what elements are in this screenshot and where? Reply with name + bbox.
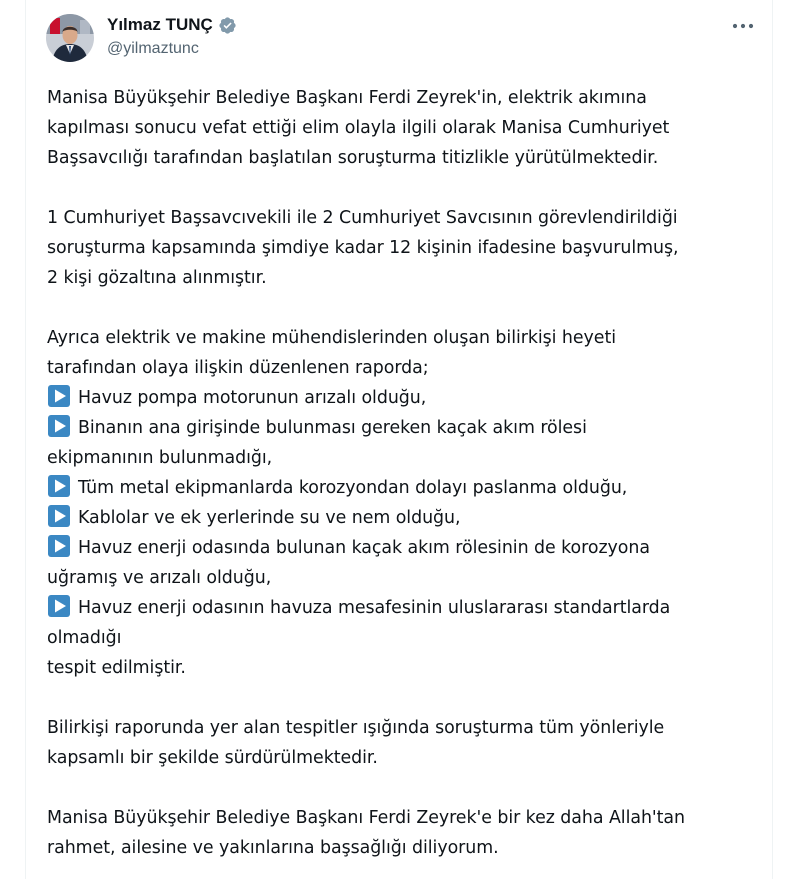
text-line: Başsavcılığı tarafından başlatılan soruşturma titizlikle yürütülmektedir. bbox=[47, 148, 659, 168]
bullet-item bbox=[47, 533, 762, 563]
play-button-emoji-icon bbox=[47, 504, 73, 528]
author-name-row bbox=[107, 14, 237, 36]
tweet-header bbox=[26, 0, 772, 80]
more-options-button[interactable] bbox=[728, 14, 758, 38]
verified-badge-icon bbox=[218, 16, 237, 35]
play-button-emoji-icon bbox=[47, 594, 73, 618]
bullet-item bbox=[47, 503, 762, 533]
more-horizontal-icon bbox=[732, 22, 754, 30]
text-line: kapsamlı bir şekilde sürdürülmektedir. bbox=[47, 748, 378, 768]
paragraph-gap bbox=[47, 683, 762, 713]
bullet-text: Havuz enerji odasında bulunan kaçak akım rölesinin de korozyona bbox=[78, 538, 650, 558]
text-line: Manisa Büyükşehir Belediye Başkanı Ferdi Zeyrek'e bir kez daha Allah'tan bbox=[47, 808, 686, 828]
play-button-emoji-icon bbox=[47, 414, 73, 438]
play-button-emoji-icon bbox=[47, 534, 73, 558]
bullet-text: Kablolar ve ek yerlerinde su ve nem olduğu, bbox=[78, 508, 461, 528]
tweet-text bbox=[47, 83, 762, 863]
bullet-text: Havuz pompa motorunun arızalı olduğu, bbox=[78, 388, 427, 408]
text-line: 2 kişi gözaltına alınmıştır. bbox=[47, 268, 267, 288]
bullet-item bbox=[47, 473, 762, 503]
text-line: Bilirkişi raporunda yer alan tespitler ışığında soruşturma tüm yönleriyle bbox=[47, 718, 665, 738]
paragraph-gap bbox=[47, 293, 762, 323]
bullet-text-continued: uğramış ve arızalı olduğu, bbox=[47, 568, 272, 588]
bullet-text-continued: ekipmanının bulunmadığı, bbox=[47, 448, 273, 468]
bullet-item bbox=[47, 593, 762, 623]
bullet-text: Binanın ana girişinde bulunması gereken kaçak akım rölesi bbox=[78, 418, 587, 438]
bullet-item bbox=[47, 413, 762, 443]
author-handle[interactable]: @yilmaztunc bbox=[107, 40, 199, 57]
bullet-text: Havuz enerji odasının havuza mesafesinin uluslararası standartlarda bbox=[78, 598, 671, 618]
text-line: tarafından olaya ilişkin düzenlenen raporda; bbox=[47, 358, 429, 378]
text-line: rahmet, ailesine ve yakınlarına başsağlığı diliyorum. bbox=[47, 838, 499, 858]
tweet-card bbox=[25, 0, 773, 879]
text-line: kapılması sonucu vefat ettiği elim olayla ilgili olarak Manisa Cumhuriyet bbox=[47, 118, 670, 138]
play-button-emoji-icon bbox=[47, 474, 73, 498]
bullet-text: Tüm metal ekipmanlarda korozyondan dolayı paslanma olduğu, bbox=[78, 478, 628, 498]
bullet-item bbox=[47, 383, 762, 413]
text-line: Ayrıca elektrik ve makine mühendislerinden oluşan bilirkişi heyeti bbox=[47, 328, 616, 348]
bullet-text-continued: olmadığı bbox=[47, 628, 122, 648]
paragraph-gap bbox=[47, 173, 762, 203]
text-line: Manisa Büyükşehir Belediye Başkanı Ferdi Zeyrek'in, elektrik akımına bbox=[47, 88, 647, 108]
author-avatar[interactable] bbox=[46, 14, 94, 62]
play-button-emoji-icon bbox=[47, 384, 73, 408]
text-line: soruşturma kapsamında şimdiye kadar 12 kişinin ifadesine başvurulmuş, bbox=[47, 238, 679, 258]
author-display-name[interactable]: Yılmaz TUNÇ bbox=[107, 15, 213, 34]
text-line: tespit edilmiştir. bbox=[47, 658, 186, 678]
paragraph-gap bbox=[47, 773, 762, 803]
text-line: 1 Cumhuriyet Başsavcıvekili ile 2 Cumhuriyet Savcısının görevlendirildiği bbox=[47, 208, 678, 228]
